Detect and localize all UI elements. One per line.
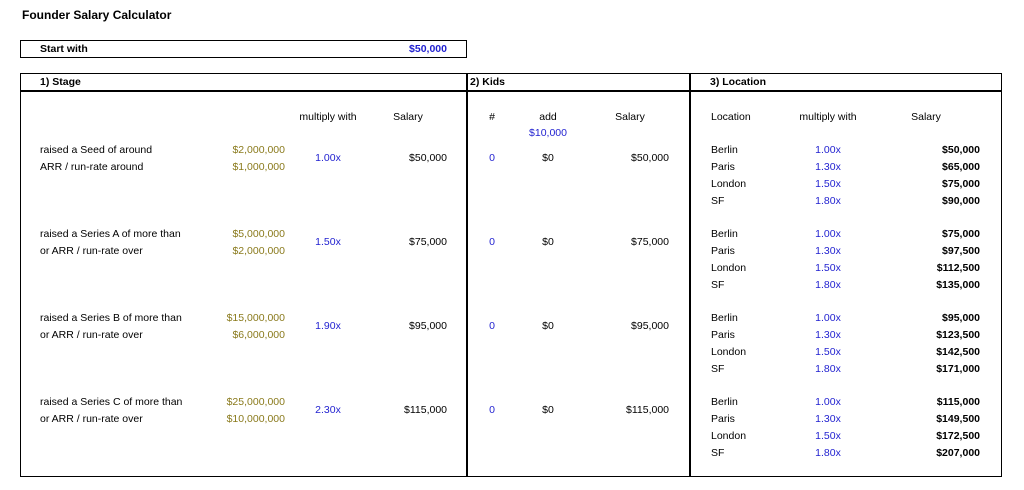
location-salary: $115,000 bbox=[936, 396, 980, 408]
stage-description: raised a Series A of more than bbox=[40, 228, 181, 240]
location-multiplier-input[interactable]: 1.50x bbox=[815, 262, 841, 274]
stage-multiplier-input[interactable]: 1.90x bbox=[315, 320, 341, 332]
stage-salary: $95,000 bbox=[409, 320, 447, 332]
location-salary: $50,000 bbox=[942, 144, 980, 156]
kids-count-input[interactable]: 0 bbox=[489, 236, 495, 248]
location-salary: $207,000 bbox=[936, 447, 980, 459]
kids-add-amount: $0 bbox=[542, 320, 554, 332]
stage-description: raised a Seed of around bbox=[40, 144, 153, 156]
section-kids-header: 2) Kids bbox=[470, 76, 506, 88]
stage-amount-input[interactable]: $6,000,000 bbox=[232, 329, 285, 341]
stage-amount-input[interactable]: $5,000,000 bbox=[232, 228, 285, 240]
page-title: Founder Salary Calculator bbox=[22, 8, 172, 22]
location-city: Berlin bbox=[711, 228, 738, 240]
location-multiplier-input[interactable]: 1.50x bbox=[815, 430, 841, 442]
location-salary: $135,000 bbox=[936, 279, 980, 291]
location-salary: $90,000 bbox=[942, 195, 980, 207]
stage-amount-input[interactable]: $2,000,000 bbox=[232, 144, 285, 156]
kids-count-header: # bbox=[489, 111, 495, 123]
location-city: SF bbox=[711, 195, 725, 207]
stage-amount-input[interactable]: $1,000,000 bbox=[232, 161, 285, 173]
stage-description: or ARR / run-rate over bbox=[40, 413, 143, 425]
location-salary: $149,500 bbox=[936, 413, 980, 425]
stage-amount-input[interactable]: $15,000,000 bbox=[226, 312, 285, 324]
location-city: SF bbox=[711, 447, 725, 459]
location-multiply-header: multiply with bbox=[799, 111, 857, 123]
location-city: Paris bbox=[711, 329, 735, 341]
kids-count-input[interactable]: 0 bbox=[489, 404, 495, 416]
header-divider bbox=[20, 90, 1002, 92]
stage-amount-input[interactable]: $10,000,000 bbox=[226, 413, 285, 425]
location-salary: $75,000 bbox=[942, 178, 980, 190]
location-city: Paris bbox=[711, 245, 735, 257]
stage-description: raised a Series C of more than bbox=[40, 396, 183, 408]
location-salary: $95,000 bbox=[942, 312, 980, 324]
location-multiplier-input[interactable]: 1.30x bbox=[815, 329, 841, 341]
location-multiplier-input[interactable]: 1.00x bbox=[815, 312, 841, 324]
stage-description: or ARR / run-rate over bbox=[40, 245, 143, 257]
stage-amount-input[interactable]: $25,000,000 bbox=[226, 396, 285, 408]
kids-salary-header: Salary bbox=[615, 111, 645, 123]
kids-add-value-input[interactable]: $10,000 bbox=[529, 127, 567, 139]
location-multiplier-input[interactable]: 1.30x bbox=[815, 161, 841, 173]
stage-multiplier-input[interactable]: 1.50x bbox=[315, 236, 341, 248]
stage-multiplier-input[interactable]: 1.00x bbox=[315, 152, 341, 164]
stage-kids-divider bbox=[466, 73, 468, 477]
start-value-input[interactable]: $50,000 bbox=[409, 43, 447, 55]
stage-salary: $115,000 bbox=[403, 404, 447, 416]
location-multiplier-input[interactable]: 1.50x bbox=[815, 346, 841, 358]
location-salary: $172,500 bbox=[936, 430, 980, 442]
location-multiplier-input[interactable]: 1.80x bbox=[815, 279, 841, 291]
location-multiplier-input[interactable]: 1.80x bbox=[815, 447, 841, 459]
location-salary: $65,000 bbox=[942, 161, 980, 173]
kids-add-amount: $0 bbox=[542, 236, 554, 248]
location-salary: $171,000 bbox=[936, 363, 980, 375]
location-multiplier-input[interactable]: 1.00x bbox=[815, 396, 841, 408]
location-city: London bbox=[711, 346, 747, 358]
location-city: Paris bbox=[711, 413, 735, 425]
location-multiplier-input[interactable]: 1.50x bbox=[815, 178, 841, 190]
location-city: London bbox=[711, 430, 747, 442]
location-city: SF bbox=[711, 279, 725, 291]
kids-count-input[interactable]: 0 bbox=[489, 320, 495, 332]
location-city: London bbox=[711, 178, 747, 190]
kids-add-header: add bbox=[539, 111, 557, 123]
location-multiplier-input[interactable]: 1.30x bbox=[815, 413, 841, 425]
location-city: SF bbox=[711, 363, 725, 375]
location-city: Berlin bbox=[711, 144, 738, 156]
location-salary: $112,500 bbox=[936, 262, 980, 274]
stage-multiplier-input[interactable]: 2.30x bbox=[315, 404, 341, 416]
kids-salary: $95,000 bbox=[631, 320, 669, 332]
kids-add-amount: $0 bbox=[542, 152, 554, 164]
location-city: Paris bbox=[711, 161, 735, 173]
kids-salary: $50,000 bbox=[631, 152, 669, 164]
location-salary-header: Salary bbox=[911, 111, 941, 123]
stage-salary: $50,000 bbox=[409, 152, 447, 164]
location-multiplier-input[interactable]: 1.80x bbox=[815, 363, 841, 375]
location-city: Berlin bbox=[711, 396, 738, 408]
location-salary: $142,500 bbox=[936, 346, 980, 358]
stage-salary: $75,000 bbox=[409, 236, 447, 248]
stage-description: ARR / run-rate around bbox=[40, 161, 144, 173]
kids-location-divider bbox=[689, 73, 691, 477]
stage-description: raised a Series B of more than bbox=[40, 312, 182, 324]
location-header: Location bbox=[711, 111, 751, 123]
kids-add-amount: $0 bbox=[542, 404, 554, 416]
location-city: London bbox=[711, 262, 747, 274]
kids-salary: $115,000 bbox=[625, 404, 669, 416]
location-multiplier-input[interactable]: 1.00x bbox=[815, 228, 841, 240]
start-label: Start with bbox=[40, 43, 88, 55]
section-stage-header: 1) Stage bbox=[40, 76, 81, 88]
stage-amount-input[interactable]: $2,000,000 bbox=[232, 245, 285, 257]
stage-description: or ARR / run-rate over bbox=[40, 329, 143, 341]
kids-salary: $75,000 bbox=[631, 236, 669, 248]
location-salary: $97,500 bbox=[942, 245, 980, 257]
location-multiplier-input[interactable]: 1.80x bbox=[815, 195, 841, 207]
location-salary: $123,500 bbox=[936, 329, 980, 341]
location-multiplier-input[interactable]: 1.00x bbox=[815, 144, 841, 156]
kids-count-input[interactable]: 0 bbox=[489, 152, 495, 164]
location-salary: $75,000 bbox=[942, 228, 980, 240]
location-city: Berlin bbox=[711, 312, 738, 324]
location-multiplier-input[interactable]: 1.30x bbox=[815, 245, 841, 257]
stage-multiply-header: multiply with bbox=[299, 111, 357, 123]
section-location-header: 3) Location bbox=[710, 76, 767, 88]
stage-salary-header: Salary bbox=[393, 111, 423, 123]
